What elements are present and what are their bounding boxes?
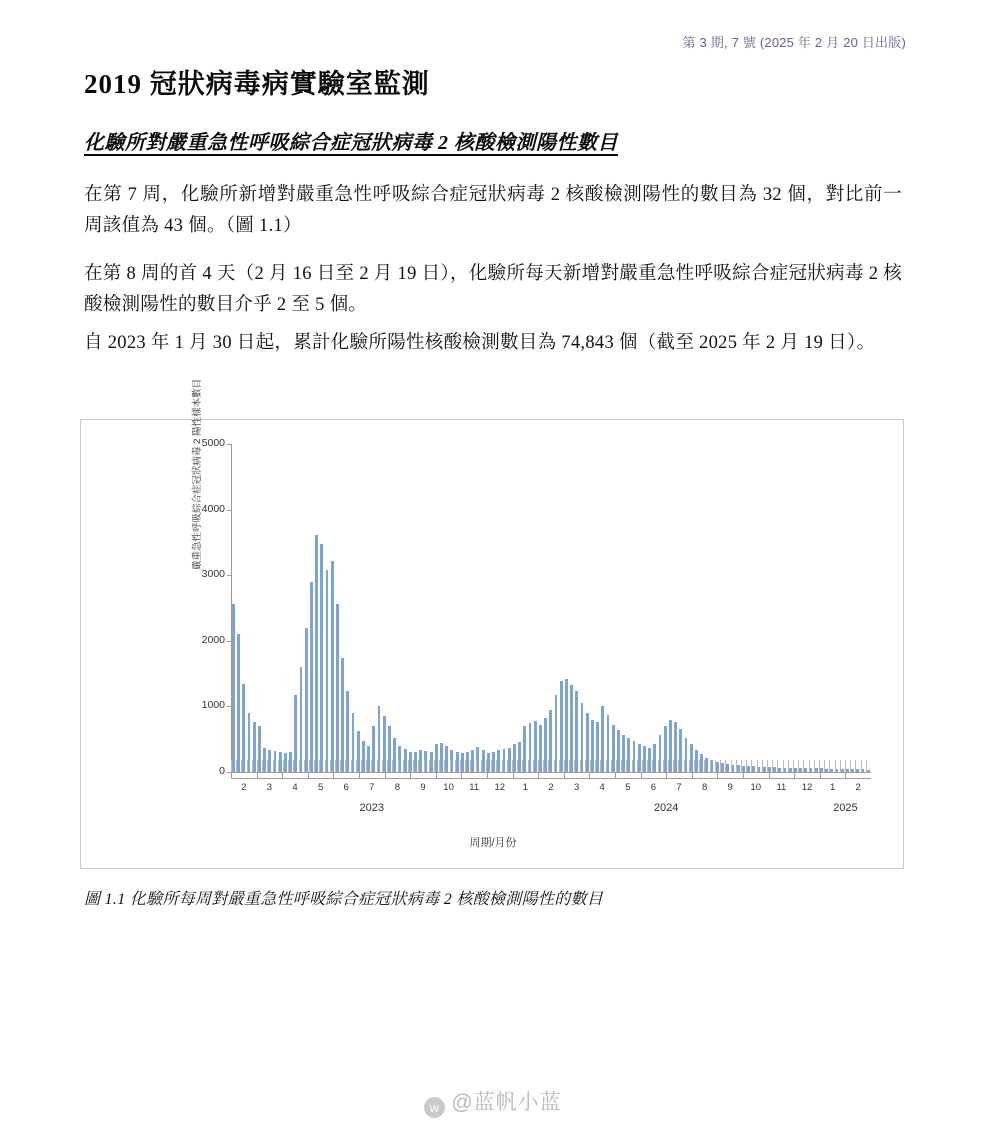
bar [648, 748, 651, 772]
week-tick-mark [600, 760, 601, 772]
week-tick-mark [247, 760, 248, 772]
week-tick-mark [855, 760, 856, 772]
x-year-label: 2024 [653, 802, 679, 814]
bar [721, 763, 724, 772]
week-tick-mark [486, 760, 487, 772]
week-tick-mark [673, 760, 674, 772]
x-month-label: 2 [855, 782, 861, 793]
bar [248, 713, 251, 772]
week-tick-mark [283, 760, 284, 772]
week-tick-mark [772, 760, 773, 772]
week-tick-mark [465, 760, 466, 772]
bar [357, 731, 360, 772]
bar [232, 604, 235, 772]
bar [378, 706, 381, 772]
week-tick-mark [267, 760, 268, 772]
x-month-label: 5 [317, 782, 324, 793]
week-tick-mark [736, 760, 737, 772]
bar [326, 570, 329, 772]
week-tick-mark [803, 760, 804, 772]
bar [622, 735, 625, 772]
bar [591, 720, 594, 772]
y-axis-line [231, 444, 232, 773]
bar [279, 752, 282, 772]
bar [352, 713, 355, 772]
bar [284, 753, 287, 772]
bar [529, 723, 532, 772]
bar [508, 748, 511, 772]
x-month-label: 4 [599, 782, 605, 793]
bar [398, 746, 401, 772]
bar [424, 751, 427, 772]
week-tick-mark [522, 760, 523, 772]
y-tick-label: 4000 [201, 502, 225, 515]
week-tick-mark [731, 760, 732, 772]
week-tick-mark [424, 760, 425, 772]
bar [711, 760, 714, 772]
week-tick-mark [788, 760, 789, 772]
bar [513, 744, 516, 772]
bar [305, 628, 308, 772]
week-tick-mark [382, 760, 383, 772]
figure-caption: 圖 1.1 化驗所每周對嚴重急性呼吸綜合症冠狀病毒 2 核酸檢測陽性的數目 [84, 891, 604, 908]
week-tick-mark [658, 760, 659, 772]
week-tick-mark [861, 760, 862, 772]
week-tick-mark [715, 760, 716, 772]
week-tick-mark [819, 760, 820, 772]
weibo-icon: w [424, 1097, 445, 1118]
week-tick-mark [377, 760, 378, 772]
paragraph-2: 在第 8 周的首 4 天（2 月 16 日至 2 月 19 日），化驗所每天新增對嚴重急性呼吸綜合症冠狀病毒 2 核酸檢測陽性的數目介乎 2 至 5 個。 [84, 264, 902, 315]
y-tick-label: 3000 [201, 568, 225, 581]
x-month-label: 12 [801, 782, 813, 793]
x-axis-line [231, 772, 871, 773]
x-month-label: 10 [443, 782, 454, 793]
x-month-label: 11 [469, 782, 480, 793]
bar [612, 725, 615, 772]
x-year-label: 2023 [359, 802, 385, 814]
bar [575, 691, 578, 772]
bar [617, 730, 620, 772]
bar [638, 744, 641, 772]
bar [503, 749, 506, 772]
x-month-label: 5 [625, 782, 631, 793]
bar [570, 685, 573, 772]
week-tick-mark [278, 760, 279, 772]
week-tick-mark [626, 760, 627, 772]
x-month-label: 1 [522, 782, 529, 793]
week-tick-mark [455, 760, 456, 772]
week-tick-mark [668, 760, 669, 772]
bar [362, 741, 365, 772]
bar [705, 758, 708, 772]
issue-line: 第 3 期, 7 號 (2025 年 2 月 20 日出版) [682, 35, 906, 50]
week-tick-mark [725, 760, 726, 772]
bar [388, 726, 391, 772]
week-tick-mark [574, 760, 575, 772]
week-tick-mark [569, 760, 570, 772]
week-tick-mark [663, 760, 664, 772]
week-tick-mark [444, 760, 445, 772]
week-tick-mark [236, 760, 237, 772]
y-tick-label: 2000 [201, 633, 225, 646]
week-tick-mark [299, 760, 300, 772]
week-tick-mark [403, 760, 404, 772]
bar [523, 726, 526, 772]
week-tick-mark [829, 760, 830, 772]
bar [331, 561, 334, 772]
bar [346, 691, 349, 772]
bar [300, 667, 303, 772]
bar [450, 750, 453, 772]
bar [653, 744, 656, 772]
bar [633, 741, 636, 772]
week-tick-mark [684, 760, 685, 772]
bar [664, 726, 667, 772]
x-month-label: 2 [548, 782, 554, 793]
week-tick-mark [491, 760, 492, 772]
x-month-label: 8 [394, 782, 401, 793]
week-tick-mark [835, 760, 836, 772]
bar [341, 658, 344, 772]
x-month-label: 9 [727, 782, 733, 793]
bar [466, 752, 469, 772]
week-tick-mark [554, 760, 555, 772]
week-tick-mark [632, 760, 633, 772]
week-tick-mark [293, 760, 294, 772]
week-tick-mark [783, 760, 784, 772]
x-month-label: 10 [750, 782, 762, 793]
x-axis-baseline [231, 778, 871, 779]
week-tick-mark [502, 760, 503, 772]
bar [320, 544, 323, 772]
week-tick-mark [273, 760, 274, 772]
x-month-label: 7 [676, 782, 682, 793]
week-tick-mark [824, 760, 825, 772]
week-tick-mark [408, 760, 409, 772]
week-tick-mark [434, 760, 435, 772]
week-tick-mark [793, 760, 794, 772]
bar [289, 752, 292, 772]
week-tick-mark [543, 760, 544, 772]
x-month-label: 3 [573, 782, 580, 793]
week-tick-mark [720, 760, 721, 772]
bar [336, 604, 339, 772]
x-year-label: 2025 [833, 802, 858, 814]
week-tick-mark [517, 760, 518, 772]
week-tick-mark [450, 760, 451, 772]
y-tick-label: 5000 [201, 437, 225, 449]
week-tick-mark [580, 760, 581, 772]
week-tick-mark [252, 760, 253, 772]
figure-container [80, 378, 904, 869]
week-tick-mark [590, 760, 591, 772]
bar [555, 695, 558, 772]
week-tick-mark [304, 760, 305, 772]
x-month-label: 8 [701, 782, 708, 793]
week-tick-mark [351, 760, 352, 772]
week-tick-mark [476, 760, 477, 772]
bar [414, 752, 417, 772]
week-tick-mark [345, 760, 346, 772]
week-tick-mark [512, 760, 513, 772]
bar [274, 751, 277, 772]
bar [268, 750, 271, 772]
week-tick-mark [538, 760, 539, 772]
bar [456, 752, 459, 772]
bar [237, 634, 240, 772]
week-tick-mark [481, 760, 482, 772]
bar [383, 716, 386, 772]
week-tick-mark [340, 760, 341, 772]
bar [445, 746, 448, 772]
bar [242, 684, 245, 772]
bar [372, 726, 375, 772]
week-tick-mark [548, 760, 549, 772]
bar [539, 725, 542, 772]
week-tick-mark [241, 760, 242, 772]
bar [440, 743, 443, 772]
bar [461, 753, 464, 772]
x-month-label: 12 [494, 782, 506, 793]
week-tick-mark [751, 760, 752, 772]
bar [627, 738, 630, 772]
week-tick-mark [767, 760, 768, 772]
week-tick-mark [746, 760, 747, 772]
week-tick-mark [387, 760, 388, 772]
watermark-text: @蓝帆小蓝 [451, 1091, 562, 1114]
bar [435, 744, 438, 772]
x-month-label: 3 [266, 782, 273, 793]
week-tick-mark [398, 760, 399, 772]
week-tick-mark [356, 760, 357, 772]
bar [659, 735, 662, 772]
week-tick-mark [606, 760, 607, 772]
bar [607, 715, 610, 772]
y-tick-label: 0 [219, 765, 225, 777]
week-tick-mark [678, 760, 679, 772]
paragraph-3: 自 2023 年 1 月 30 日起，累計化驗所陽性核酸檢測數目為 74,843 個（截至 2025 年 2 月 19 日）。 [84, 333, 876, 353]
bar [534, 721, 537, 772]
bar [487, 753, 490, 772]
bar [726, 764, 729, 772]
x-month-label: 7 [369, 782, 375, 793]
x-month-label: 4 [292, 782, 298, 793]
bar [482, 750, 485, 772]
bar [581, 703, 584, 772]
x-month-label: 9 [420, 782, 426, 793]
y-tick-label: 1000 [201, 699, 225, 712]
week-tick-mark [840, 760, 841, 772]
bar [476, 747, 479, 772]
bar [716, 762, 719, 772]
bar [253, 722, 256, 772]
bar [643, 746, 646, 772]
y-axis-label: 嚴重急性呼吸綜合症冠狀病毒 2 陽性樣本數目 [192, 378, 203, 570]
bar [258, 726, 261, 772]
week-tick-mark [595, 760, 596, 772]
week-tick-mark [288, 760, 289, 772]
page-title: 2019 冠狀病毒病實驗室監測 [84, 69, 430, 99]
watermark [0, 1086, 986, 1118]
bar [695, 750, 698, 772]
bars-layer [231, 444, 871, 772]
week-tick-mark [699, 760, 700, 772]
bar [586, 713, 589, 772]
week-tick-mark [694, 760, 695, 772]
bar [596, 722, 599, 773]
week-tick-mark [366, 760, 367, 772]
week-tick-mark [429, 760, 430, 772]
week-tick-mark [361, 760, 362, 772]
week-tick-mark [642, 760, 643, 772]
bar [544, 718, 547, 772]
x-month-label: 1 [829, 782, 836, 793]
bar [679, 729, 682, 772]
bar [263, 748, 266, 772]
bar [393, 738, 396, 772]
week-tick-mark [231, 760, 232, 772]
week-tick-mark [616, 760, 617, 772]
week-tick-mark [762, 760, 763, 772]
week-tick-mark [413, 760, 414, 772]
week-tick-mark [559, 760, 560, 772]
week-tick-mark [309, 760, 310, 772]
week-tick-mark [704, 760, 705, 772]
week-tick-mark [392, 760, 393, 772]
section-heading: 化驗所對嚴重急性呼吸綜合症冠狀病毒 2 核酸檢測陽性數目 [84, 132, 618, 154]
bar [685, 738, 688, 772]
week-tick-mark [371, 760, 372, 772]
week-tick-mark [809, 760, 810, 772]
week-tick-mark [777, 760, 778, 772]
bar [690, 744, 693, 772]
week-tick-mark [689, 760, 690, 772]
week-tick-mark [319, 760, 320, 772]
bar [310, 582, 313, 772]
bar [565, 679, 568, 772]
x-axis-label: 周期/月份 [469, 837, 517, 849]
week-tick-mark [262, 760, 263, 772]
week-tick-mark [814, 760, 815, 772]
week-tick-mark [741, 760, 742, 772]
week-tick-mark [325, 760, 326, 772]
bar [471, 750, 474, 772]
week-tick-mark [845, 760, 846, 772]
bar [404, 749, 407, 772]
week-tick-mark [528, 760, 529, 772]
week-tick-mark [496, 760, 497, 772]
bar [601, 706, 604, 772]
bar [419, 750, 422, 772]
bar [731, 765, 734, 772]
bar [549, 710, 552, 772]
bar [294, 695, 297, 772]
week-tick-mark [418, 760, 419, 772]
x-month-label: 6 [650, 782, 657, 793]
week-tick-mark [637, 760, 638, 772]
week-tick-mark [335, 760, 336, 772]
week-tick-mark [507, 760, 508, 772]
bar [700, 754, 703, 772]
week-tick-mark [866, 760, 867, 772]
x-month-label: 11 [776, 782, 787, 793]
week-tick-mark [652, 760, 653, 772]
week-tick-mark [257, 760, 258, 772]
bar [669, 720, 672, 772]
week-tick-mark [585, 760, 586, 772]
week-tick-mark [533, 760, 534, 772]
week-tick-mark [757, 760, 758, 772]
x-month-label: 6 [343, 782, 349, 793]
bar [367, 746, 370, 772]
week-tick-mark [611, 760, 612, 772]
week-tick-mark [460, 760, 461, 772]
bar-chart [81, 378, 905, 868]
bar [430, 752, 433, 772]
bar [492, 752, 495, 772]
week-tick-mark [314, 760, 315, 772]
bar [560, 681, 563, 772]
x-month-label: 2 [241, 782, 247, 793]
week-tick-mark [621, 760, 622, 772]
bar [497, 750, 500, 772]
bar [518, 742, 521, 772]
bar [315, 535, 318, 772]
week-tick-mark [798, 760, 799, 772]
paragraph-1: 在第 7 周，化驗所新增對嚴重急性呼吸綜合症冠狀病毒 2 核酸檢測陽性的數目為 32 個，對比前一周該值為 43 個。（圖 1.1） [84, 185, 902, 236]
week-tick-mark [850, 760, 851, 772]
week-tick-mark [439, 760, 440, 772]
bar [674, 722, 677, 772]
week-tick-mark [470, 760, 471, 772]
week-tick-mark [647, 760, 648, 772]
week-tick-mark [710, 760, 711, 772]
week-tick-mark [564, 760, 565, 772]
week-tick-mark [330, 760, 331, 772]
bar [409, 752, 412, 772]
